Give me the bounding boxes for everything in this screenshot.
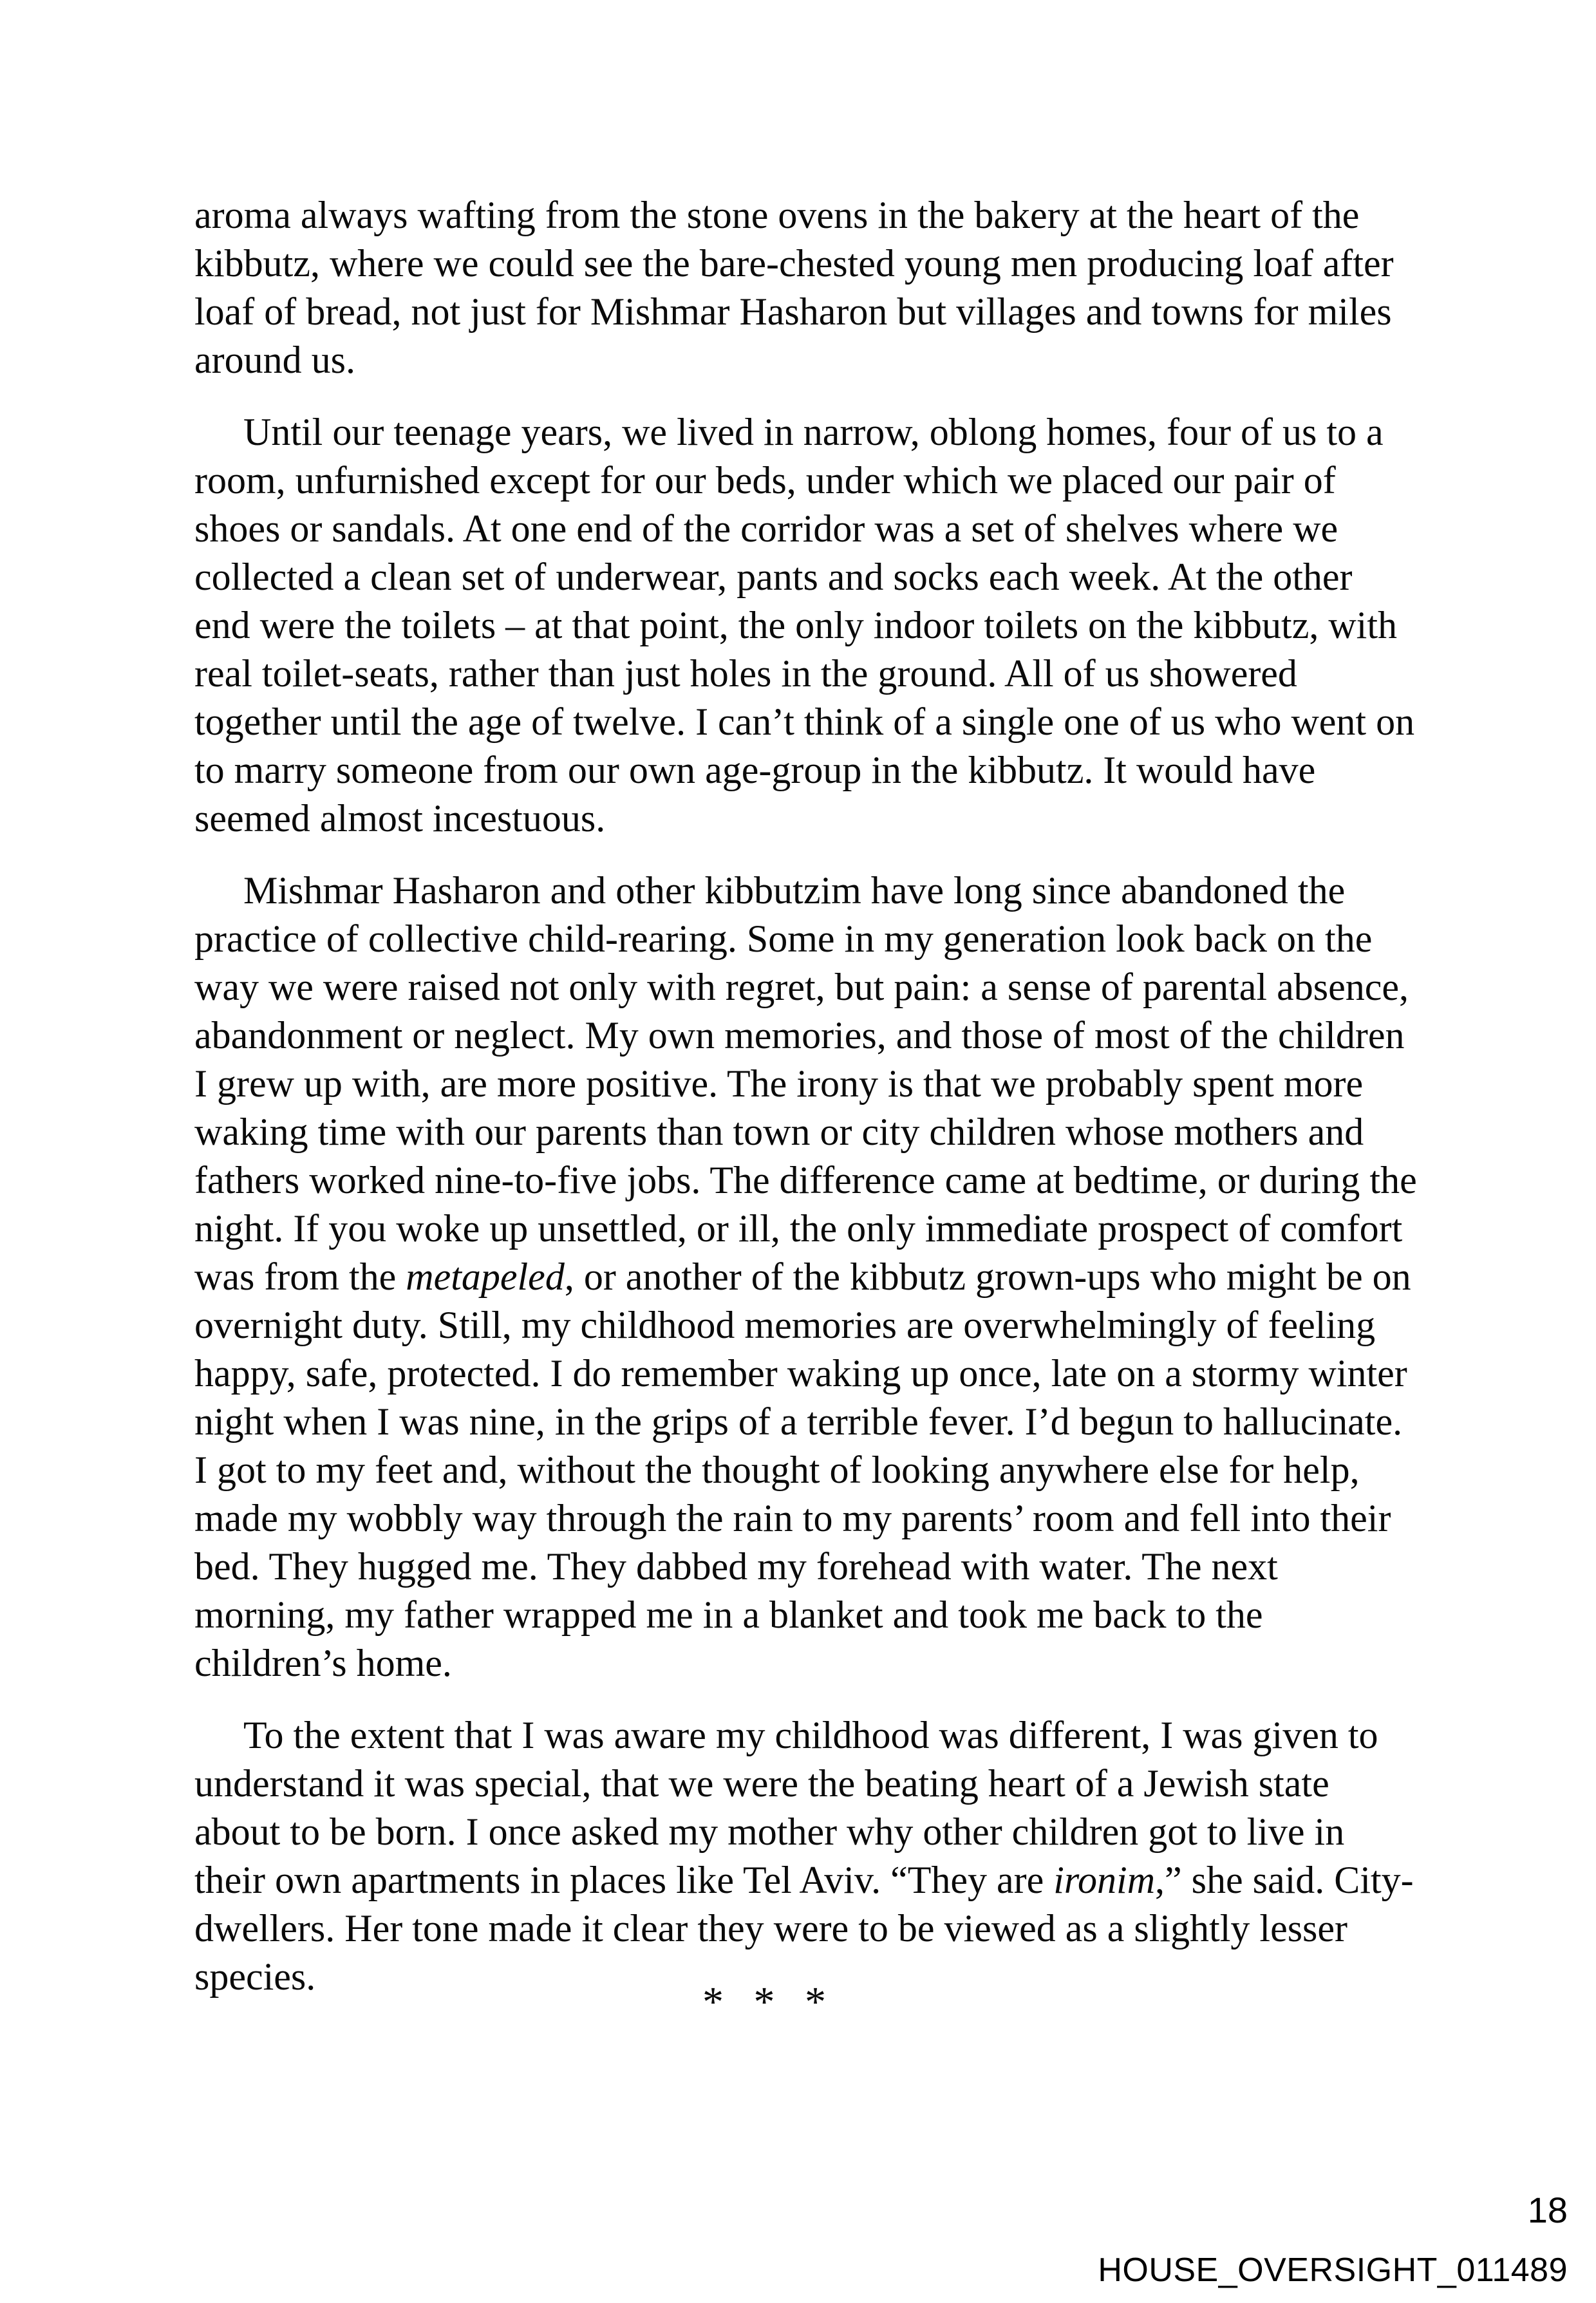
text-run: ,” she said. City-dwellers. Her tone made it clear they were to be viewed as a slightly lesser species. (194, 1859, 1414, 1998)
text-run: aroma always wafting from the stone ovens in the bakery at the heart of the kibbutz, where we could see the bare-chested young men producing loaf after loaf of bread, not just for Mishmar Hasharon but villages and towns for miles around us. (194, 194, 1394, 381)
italic-term: ironim (1053, 1859, 1156, 1901)
paragraph (194, 191, 1418, 384)
paragraph (194, 867, 1418, 1687)
section-break-asterisks: * * * (702, 1979, 826, 2026)
body-text (194, 191, 1418, 2025)
bates-stamp: HOUSE_OVERSIGHT_011489 (1098, 2251, 1568, 2289)
text-run: To the extent that I was aware my childhood was different, I was given to understand it was special, that we were the beating heart of a Jewish state about to be born. I once asked my mother why other children got to live in their own apartments in places like Tel Aviv. “They are (194, 1714, 1378, 1901)
text-run: Mishmar Hasharon and other kibbutzim have long since abandoned the practice of collective child-rearing. Some in my generation look back on the way we were raised not only with regret, but pain: a sense of parental absence, abandonment or neglect. My own memories, and those of most of the children I grew up with, are more positive. The irony is that we probably spent more waking time with our parents than town or city children whose mothers and fathers worked nine-to-five jobs. The difference came at bedtime, or during the night. If you woke up unsettled, or ill, the only immediate prospect of comfort was from the (194, 869, 1417, 1298)
page-number: 18 (1527, 2190, 1568, 2230)
paragraph (194, 1711, 1418, 2001)
text-run: Until our teenage years, we lived in narrow, oblong homes, four of us to a room, unfurnished except for our beds, under which we placed our pair of shoes or sandals. At one end of the corridor was a set of shelves where we collected a clean set of underwear, pants and socks each week. At the other end were the toilets – at that point, the only indoor toilets on the kibbutz, with real toilet-seats, rather than just holes in the ground. All of us showered together until the age of twelve. I can’t think of a single one of us who went on to marry someone from our own age-group in the kibbutz. It would have seemed almost incestuous. (194, 411, 1415, 840)
italic-term: metapeled (406, 1255, 565, 1298)
text-run: , or another of the kibbutz grown-ups who might be on overnight duty. Still, my childhood memories are overwhelmingly of feeling happy, safe, protected. I do remember waking up once, late on a stormy winter night when I was nine, in the grips of a terrible fever. I’d begun to hallucinate. I got to my feet and, without the thought of looking anywhere else for help, made my wobbly way through the rain to my parents’ room and fell into their bed. They hugged me. They dabbed my forehead with water. The next morning, my father wrapped me in a blanket and took me back to the children’s home. (194, 1255, 1411, 1684)
paragraph (194, 408, 1418, 843)
